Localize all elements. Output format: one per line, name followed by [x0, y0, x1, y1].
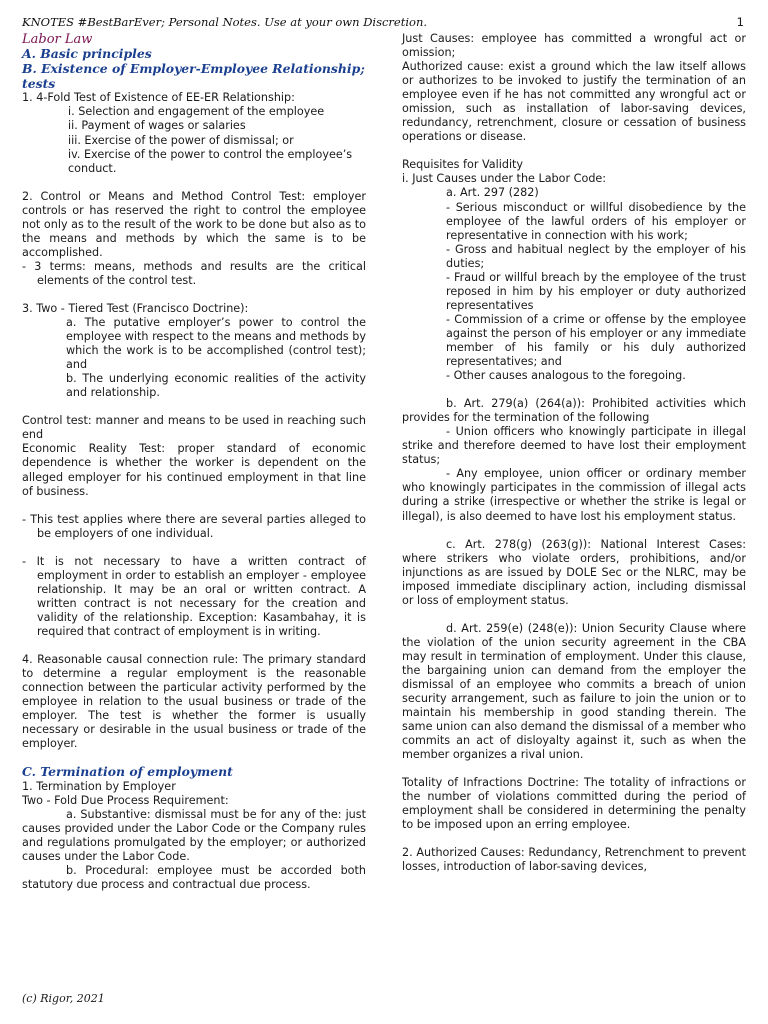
art297-title: a. Art. 297 (282)	[446, 186, 539, 200]
art297-item: - Gross and habitual neglect by the employer of his duties;	[446, 242, 746, 270]
four-fold-item: iv. Exercise of the power to control the employee’s conduct.	[68, 147, 353, 175]
just-causes-subtitle: i. Just Causes under the Labor Code:	[402, 172, 607, 186]
termination-by-employer: 1. Termination by Employer	[22, 780, 176, 794]
page-header: KNOTES #BestBarEver; Personal Notes. Use at your own Discretion.	[22, 15, 428, 29]
art259-paragraph: d. Art. 259(e) (248(e)): Union Security Clause where the violation of the union security agreement in the CBA may result in termination of employment. Under this clause, the bargaining union can demand from the employer the dismissal of an employee who commits a breach of union security arrangement, such as failure to join the union or to maintain his membership in good standing therein. The same union can also demand the dismissal of a member who commits an act of disloyalty against it, such as when the member organizes a rival union.	[402, 621, 746, 762]
right-column	[402, 32, 746, 875]
four-fold-item: ii. Payment of wages or salaries	[68, 119, 246, 133]
procedural-due-process: b. Procedural: employee must be accorded both statutory due process and contractual due process.	[22, 864, 366, 892]
substantive-due-process: a. Substantive: dismissal must be for any of the: just causes provided under the Labor Code or the Company rules and regulations promulgated by the employer; or authorized causes under the Labor Code.	[22, 808, 366, 864]
authorized-causes-paragraph: 2. Authorized Causes: Redundancy, Retrenchment to prevent losses, introduction of labor-saving devices,	[402, 846, 746, 874]
page-footer: (c) Rigor, 2021	[22, 992, 105, 1005]
two-tiered-test-title: 3. Two - Tiered Test (Francisco Doctrine):	[22, 302, 249, 315]
four-fold-test-title: 1. 4-Fold Test of Existence of EE-ER Relationship:	[22, 91, 295, 105]
two-tiered-item-b: b. The underlying economic realities of the activity and relationship.	[66, 372, 366, 400]
four-fold-item: i. Selection and engagement of the employee	[68, 105, 325, 119]
four-fold-item: iii. Exercise of the power of dismissal; or	[68, 133, 294, 147]
left-column	[22, 32, 366, 892]
due-process-title: Two - Fold Due Process Requirement:	[22, 794, 229, 808]
art278-paragraph: c. Art. 278(g) (263(g)): National Interest Cases: where strikers who violate orders, prohibitions, and/or injunctions as are issued by DOLE Sec or the NLRC, may be imposed immediate disciplinary action, including dismissal or loss of employment status.	[402, 537, 746, 607]
causal-connection-paragraph: 4. Reasonable causal connection rule: The primary standard to determine a regular employment is the reasonable connection between the particular activity performed by the employee in relation to the usual business or trade of the employer. The test is whether the former is usually necessary or desirable in the usual business or trade of the employer.	[22, 652, 366, 751]
control-test-definition: Control test: manner and means to be used in reaching such end	[22, 414, 366, 442]
art279-item: - Any employee, union officer or ordinary member who knowingly participates in the commission of illegal acts during a strike (irrespective or whether the strike is legal or illegal), is also deemed to have lost his employment status.	[402, 467, 746, 523]
bullet-several-employers: - This test applies where there are several parties alleged to be employers of one individual.	[22, 512, 366, 540]
two-tiered-item-a: a. The putative employer’s power to control the employee with respect to the means and methods by which the work is to be accomplished (control test); and	[66, 316, 366, 372]
control-test-paragraph: 2. Control or Means and Method Control Test: employer controls or has reserved the right to control the employee not only as to the result of the work to be done but also as to the means and methods by which the same is to be accomplished.	[22, 189, 366, 259]
page-number: 1	[736, 15, 744, 29]
art279-paragraph: b. Art. 279(a) (264(a)): Prohibited activities which provides for the termination of the following	[402, 397, 746, 425]
art297-item: - Serious misconduct or willful disobedience by the employee of the lawful orders of his employer or representative in connection with his work;	[446, 200, 746, 242]
totality-doctrine-paragraph: Totality of Infractions Doctrine: The totality of infractions or the number of violations committed during the period of employment shall be considered in determining the penalty to be imposed upon an erring employee.	[402, 776, 746, 832]
heading-ee-er-relationship: B. Existence of Employer-Employee Relationship; tests	[22, 60, 365, 91]
bullet-written-contract: - It is not necessary to have a written contract of employment in order to establish an employer - employee relationship. It may be an oral or written contract. A written contract is not necessary for the creation and validity of the relationship. Exception: Kasambahay, it is required that contract of employment is in writing.	[22, 554, 366, 638]
heading-basic-principles: A. Basic principles	[22, 46, 152, 61]
art297-item: - Other causes analogous to the foregoing.	[446, 369, 686, 383]
art279-item: - Union officers who knowingly participate in illegal strike and therefore deemed to have lost their employment status;	[402, 425, 746, 467]
art297-item: - Fraud or willful breach by the employee of the trust reposed in him by his employer or duty authorized representatives	[446, 270, 746, 312]
control-test-note: - 3 terms: means, methods and results are the critical elements of the control test.	[22, 259, 366, 287]
authorized-cause-definition: Authorized cause: exist a ground which the law itself allows or authorizes to be invoked to justify the termination of an employee even if he has not committed any wrongful act or omission, such as installation of labor-saving devices, redundancy, retrenchment, closure or cessation of business operations or disease.	[402, 60, 746, 144]
subject-title: Labor Law	[22, 32, 93, 47]
art297-item: - Commission of a crime or offense by the employee against the person of his employer or any immediate member of his family or his duly authorized representatives; and	[446, 312, 746, 369]
heading-termination: C. Termination of employment	[22, 764, 233, 780]
requisites-title: Requisites for Validity	[402, 158, 524, 172]
just-causes-definition: Just Causes: employee has committed a wrongful act or omission;	[402, 32, 746, 60]
economic-reality-definition: Economic Reality Test: proper standard of economic dependence is whether the worker is dependent on the alleged employer for his continued employment in that line of business.	[22, 442, 366, 498]
